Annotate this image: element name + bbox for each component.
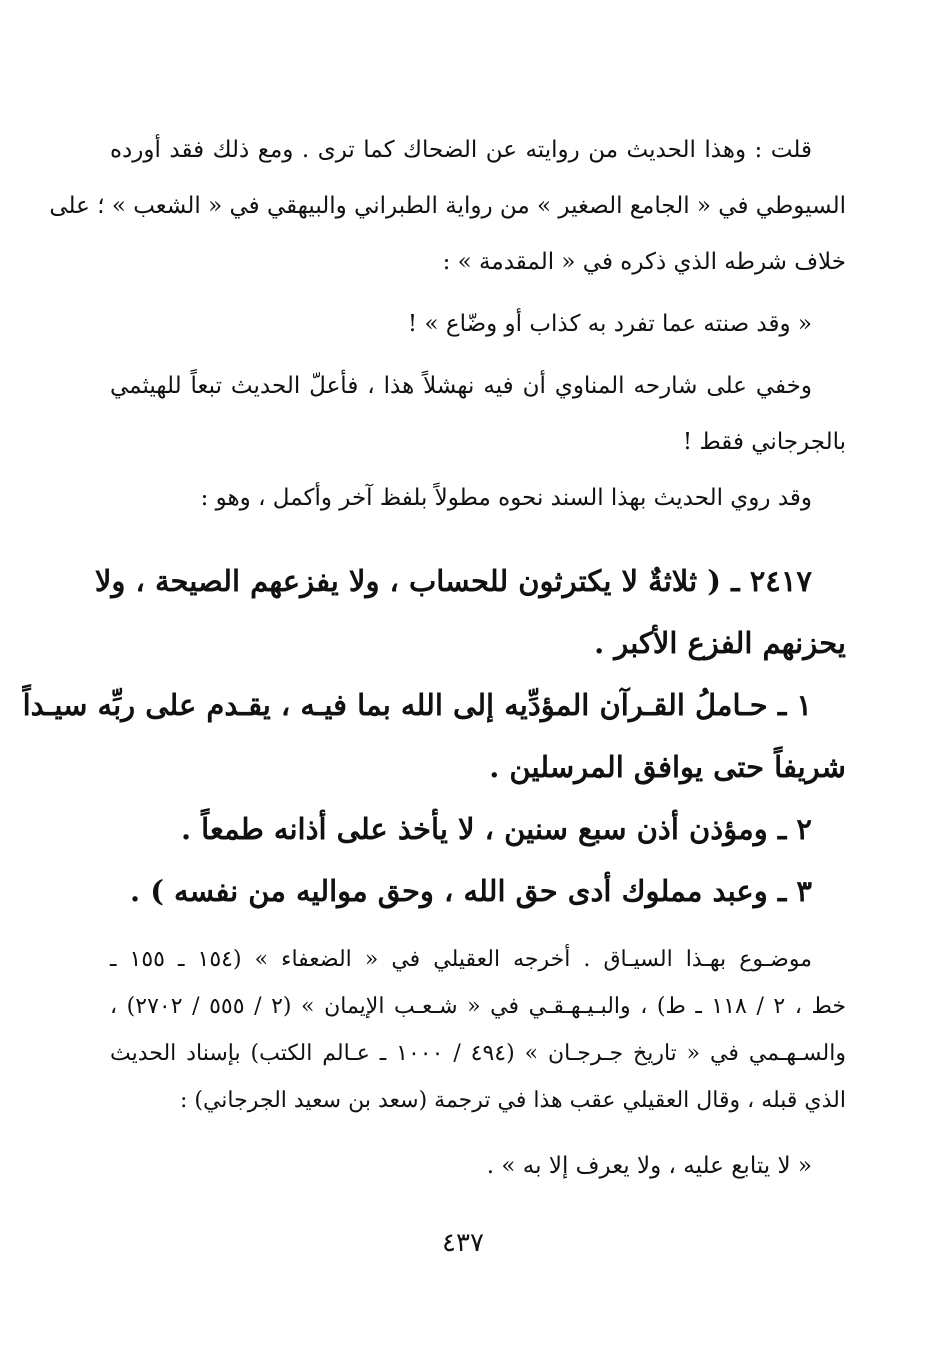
- paragraph-line: الذي قبله ، وقال العقيلي عقب هذا في ترجمة (سعد بن سعيد الجرجاني) :: [179, 1088, 846, 1113]
- hadith-line: ١ ـ حـاملُ القـرآن المؤدِّيه إلى الله بما فيـه ، يقـدم على ربِّه سيـداً: [22, 688, 812, 722]
- paragraph-line: وقد روي الحديث بهذا السند نحوه مطولاً بلفظ آخر وأكمل ، وهو :: [200, 485, 812, 511]
- paragraph-line: قلت : وهذا الحديث من روايته عن الضحاك كما ترى . ومع ذلك فقد أورده: [110, 137, 812, 163]
- hadith-line: ٢ ـ ومؤذن أذن سبع سنين ، لا يأخذ على أذانه طمعاً .: [180, 812, 812, 846]
- page-body: [22, 122, 846, 1194]
- page-number: ٤٣٧: [442, 1228, 484, 1258]
- hadith-line: شريفاً حتى يوافق المرسلين .: [489, 750, 846, 784]
- hadith-line: ٢٤١٧ ـ ( ثلاثةٌ لا يكترثون للحساب ، ولا يفزعهم الصيحة ، ولا: [94, 564, 812, 598]
- paragraph-line: خلاف شرطه الذي ذكره في « المقدمة » :: [442, 249, 846, 275]
- quotation: « لا يتابع عليه ، ولا يعرف إلا به » .: [486, 1153, 812, 1179]
- paragraph-line: خط ، ٢ / ١١٨ ـ ط) ، والبـيـهـقـي في « شـعـب الإيمان » (٢ / ٥٥٥ / ٢٧٠٢) ،: [110, 994, 846, 1019]
- paragraph-line: موضـوع بهـذا السيـاق . أخرجه العقيلي في « الضعفاء » (١٥٤ ـ ١٥٥ ـ: [110, 947, 812, 972]
- hadith-line: ٣ ـ وعبد مملوك أدى حق الله ، وحق مواليه من نفسه ) .: [130, 874, 812, 908]
- paragraph-line: والسـهـمي في « تاريخ جـرجـان » (٤٩٤ / ١٠٠٠ ـ عـالم الكتب) بإسناد الحديث: [110, 1041, 846, 1066]
- paragraph-line: بالجرجاني فقط !: [682, 429, 846, 455]
- quotation: « وقد صنته عما تفرد به كذاب أو وضّاع » !: [407, 311, 812, 337]
- paragraph-line: وخفي على شارحه المناوي أن فيه نهشلاً هذا ، فأعلّ الحديث تبعاً للهيثمي: [110, 373, 812, 399]
- paragraph-line: السيوطي في « الجامع الصغير » من رواية الطبراني والبيهقي في « الشعب » ؛ على: [49, 193, 846, 219]
- hadith-line: يحزنهم الفزع الأكبر .: [594, 626, 846, 660]
